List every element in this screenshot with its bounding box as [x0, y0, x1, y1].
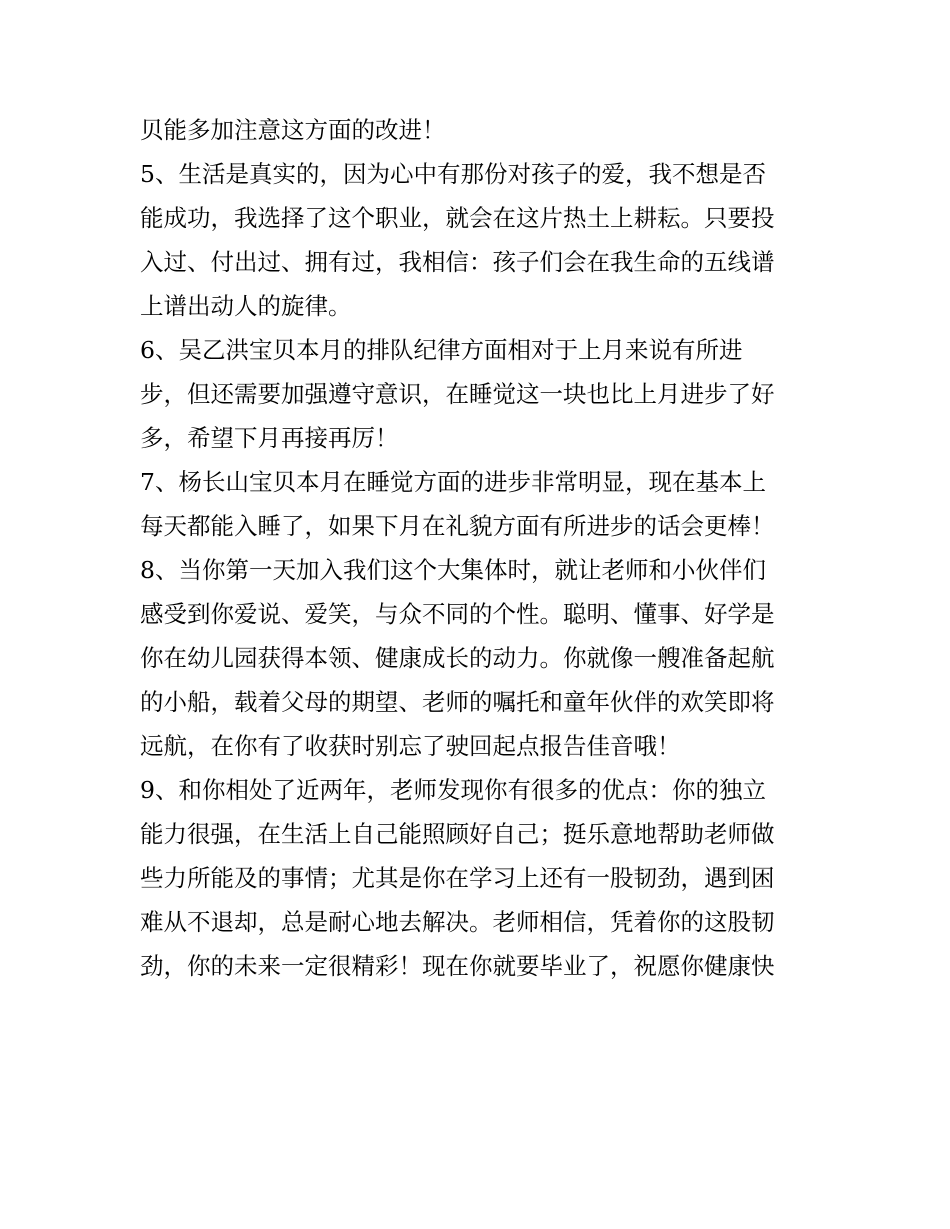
text-line: 8、当你第一天加入我们这个大集体时，就让老师和小伙伴们 [140, 556, 766, 584]
text-line: 入过、付出过、拥有过，我相信：孩子们会在我生命的五线谱 [140, 248, 775, 276]
text-line: 上谱出动人的旋律。 [140, 292, 352, 320]
text-line: 远航，在你有了收获时别忘了驶回起点报告佳音哦！ [140, 732, 681, 760]
text-line: 难从不退却，总是耐心地去解决。老师相信，凭着你的这股韧 [140, 908, 775, 936]
text-line: 5、生活是真实的，因为心中有那份对孩子的爱，我不想是否 [140, 160, 766, 188]
text-line: 贝能多加注意这方面的改进！ [140, 116, 446, 144]
text-line: 每天都能入睡了，如果下月在礼貌方面有所进步的话会更棒！ [140, 512, 775, 540]
text-line: 你在幼儿园获得本领、健康成长的动力。你就像一艘准备起航 [140, 644, 775, 672]
text-line: 些力所能及的事情；尤其是你在学习上还有一股韧劲，遇到困 [140, 864, 775, 892]
text-line: 6、吴乙洪宝贝本月的排队纪律方面相对于上月来说有所进 [140, 336, 743, 364]
text-line: 的小船，载着父母的期望、老师的嘱托和童年伙伴的欢笑即将 [140, 688, 775, 716]
document-body [140, 108, 814, 988]
text-line: 步，但还需要加强遵守意识，在睡觉这一块也比上月进步了好 [140, 380, 775, 408]
text-line: 7、杨长山宝贝本月在睡觉方面的进步非常明显，现在基本上 [140, 468, 766, 496]
text-line: 能力很强，在生活上自己能照顾好自己；挺乐意地帮助老师做 [140, 820, 775, 848]
text-line: 能成功，我选择了这个职业，就会在这片热土上耕耘。只要投 [140, 204, 775, 232]
text-line: 9、和你相处了近两年，老师发现你有很多的优点：你的独立 [140, 776, 766, 804]
text-line: 多，希望下月再接再厉！ [140, 424, 399, 452]
text-line: 劲，你的未来一定很精彩！现在你就要毕业了，祝愿你健康快 [140, 952, 775, 980]
text-line: 感受到你爱说、爱笑，与众不同的个性。聪明、懂事、好学是 [140, 600, 775, 628]
